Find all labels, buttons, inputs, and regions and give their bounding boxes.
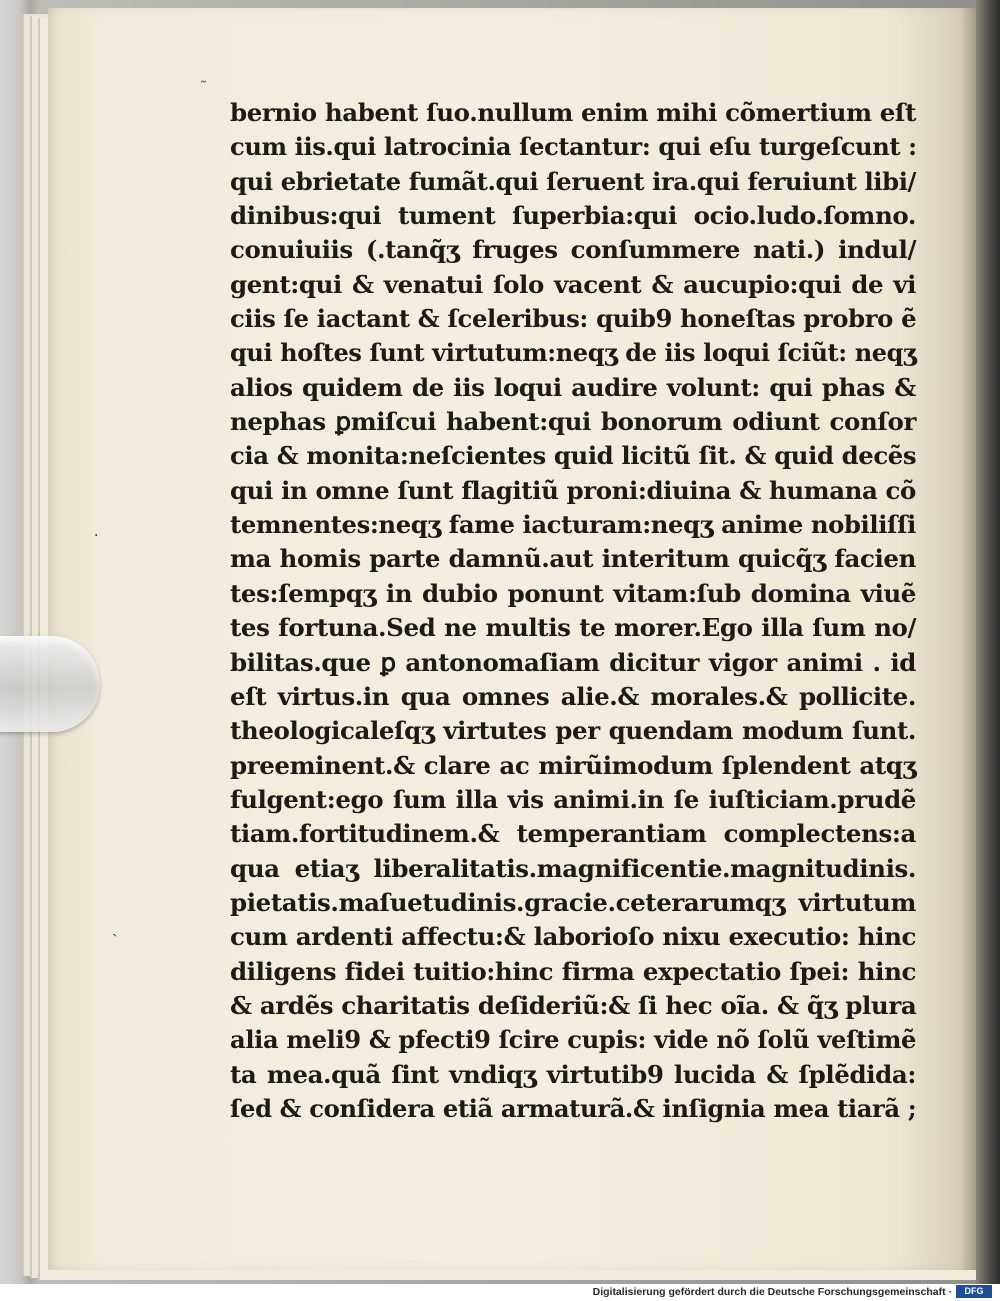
text-line: preeminent.& clare ac mirũimodum ſplendent atqʒ <box>230 750 916 780</box>
text-line: tes:ſempqʒ in dubio ponunt vitam:ſub domina viuẽ <box>230 578 916 608</box>
text-line: cum ardenti affectu:& laborioſo nixu executio: hinc <box>230 922 916 952</box>
text-line: conuiuiis (.tanq̃ʒ fruges conſummere nati.) indul/ <box>230 235 916 265</box>
ink-speck: ˷ <box>200 68 207 84</box>
text-line: tes fortuna.Sed ne multis te morer.Ego illa ſum no/ <box>230 613 916 643</box>
text-line: alios quidem de iis loqui audire volunt: qui phas & <box>230 372 916 402</box>
text-line: & ardẽs charitatis deſideriũ:& ſi hec oĩa. & q̃ʒ plura <box>230 990 917 1020</box>
ink-speck: ˎ <box>112 918 118 937</box>
text-line: ma homis parte damnũ.aut interitum quicq̃ʒ facien <box>230 544 916 574</box>
text-line: theologicaleſqʒ virtutes per quendam modum ſunt. <box>230 716 916 746</box>
text-line: gent:qui & venatui ſolo vacent & aucupio:qui de vi <box>230 269 916 299</box>
text-line: eſt virtus.in qua omnes alie.& morales.& pollicite. <box>230 681 916 711</box>
text-line: dinibus:qui tument ſuperbia:qui ocio.ludo.ſomno. <box>230 201 916 231</box>
text-line: fulgent:ego ſum illa vis animi.in ſe iuſticiam.prudẽ <box>230 784 916 814</box>
text-line: temnentes:neqʒ fame iacturam:neqʒ anime nobiliſſi <box>230 510 916 540</box>
text-line: bernio habent ſuo.nullum enim mihi cõmertium eſt <box>230 98 916 127</box>
text-line: ciis ſe iactant & ſceleribus: quib9 honeſtas probro ẽ <box>230 304 917 334</box>
text-line: nephas ꝑmiſcui habent:qui bonorum odiunt conſor <box>230 407 916 437</box>
text-line: pietatis.maſuetudinis.gracie.ceterarumqʒ virtutum <box>230 887 916 917</box>
text-line: ſed & conſidera etiã armaturã.& inſignia mea tiarã ; <box>230 1093 917 1123</box>
text-line: cia & monita:neſcientes quid licitũ ſit. & quid decẽs <box>230 441 917 471</box>
text-line: bilitas.que ꝑ antonomaſiam dicitur vigor animi . id <box>230 647 916 677</box>
text-line: tiam.fortitudinem.& temperantiam complectens:a <box>230 819 916 849</box>
dfg-logo[interactable]: DFG <box>956 1285 992 1298</box>
text-line: diligens fidei tuitio:hinc firma expectatio ſpei: hinc <box>230 956 916 986</box>
ink-speck: · <box>94 528 99 544</box>
page-text <box>230 96 916 1126</box>
text-line: cum iis.qui latrocinia ſectantur: qui eſu turgeſcunt : <box>230 132 917 162</box>
text-line: qui ebrietate fumãt.qui ſeruent ira.qui feruiunt libi/ <box>230 166 917 196</box>
text-line: qui hoſtes ſunt virtutum:neqʒ de iis loqui ſciũt: neqʒ <box>230 338 917 368</box>
text-line: alia meli9 & pfecti9 ſcire cupis: vide nõ ſolũ veſtimẽ <box>230 1025 917 1055</box>
page-holder-clip <box>0 636 100 732</box>
text-line: ta mea.quã ſint vndiqʒ virtutib9 lucida & ſplẽdida: <box>230 1059 916 1089</box>
book-gutter <box>976 0 1000 1284</box>
text-line: qua etiaʒ liberalitatis.magnificentie.magnitudinis. <box>230 853 916 883</box>
text-line: qui in omne ſunt flagitiũ proni:diuina & humana cõ <box>230 475 916 505</box>
funding-credit: Digitalisierung gefördert durch die Deutsche Forschungsgemeinschaft · <box>592 1286 952 1298</box>
